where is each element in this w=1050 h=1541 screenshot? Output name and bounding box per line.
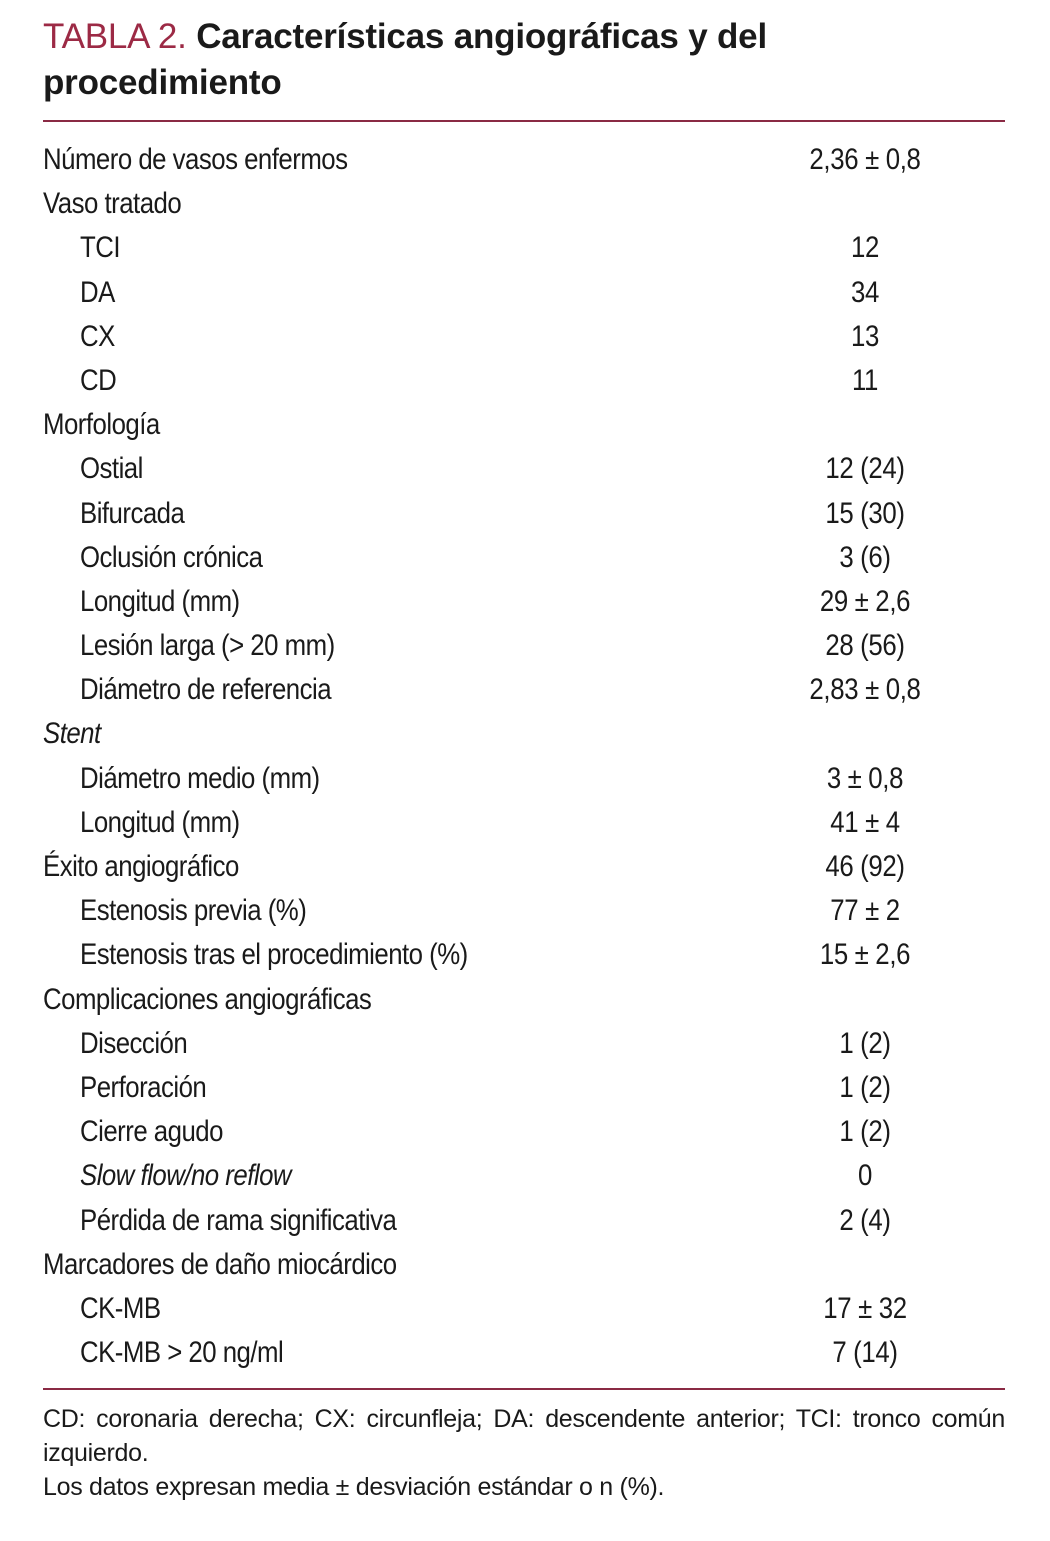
row-label: Pérdida de rama significativa [80, 1203, 397, 1237]
table-row [43, 359, 1005, 403]
table-row [43, 845, 1005, 889]
row-value: 28 (56) [825, 629, 905, 663]
table-caption: Características angiográficas y del procedimiento [43, 17, 767, 102]
row-value: 1 (2) [839, 1026, 891, 1060]
row-label: Diámetro medio (mm) [80, 761, 320, 795]
top-rule [43, 120, 1005, 122]
row-label: Stent [43, 717, 101, 751]
table-row [43, 1154, 1005, 1198]
row-value: 2,83 ± 0,8 [809, 673, 921, 707]
row-value: 1 (2) [839, 1070, 891, 1104]
table-row [43, 889, 1005, 933]
bottom-rule [43, 1388, 1005, 1390]
table-row [43, 1066, 1005, 1110]
row-value: 46 (92) [825, 850, 905, 883]
row-value: 77 ± 2 [830, 894, 900, 928]
row-value: 13 [850, 319, 880, 353]
table-row [43, 978, 1005, 1022]
row-label: Estenosis previa (%) [80, 894, 307, 928]
table-row [43, 801, 1005, 845]
row-value: 15 ± 2,6 [819, 938, 911, 972]
row-label: Diámetro de referencia [80, 673, 332, 707]
row-value: 2 (4) [839, 1203, 891, 1237]
row-value: 1 (2) [839, 1115, 891, 1149]
table-row [43, 536, 1005, 580]
row-label: Longitud (mm) [80, 805, 240, 839]
table-row [43, 182, 1005, 226]
table-row [43, 1110, 1005, 1154]
data-table [43, 138, 1005, 1375]
row-label: Marcadores de daño miocárdico [43, 1247, 397, 1281]
row-value: 11 [851, 363, 879, 397]
table-row [43, 447, 1005, 491]
row-label: Cierre agudo [80, 1115, 223, 1149]
row-label: TCI [80, 231, 121, 265]
table-row [43, 757, 1005, 801]
row-label: Oclusión crónica [80, 540, 263, 574]
table-row [43, 668, 1005, 712]
row-value: 3 ± 0,8 [826, 761, 904, 795]
row-label: DA [80, 275, 115, 309]
row-value: 12 [850, 231, 880, 265]
row-value: 17 ± 32 [823, 1291, 907, 1325]
table-row [43, 315, 1005, 359]
footnote-abbreviations: CD: coronaria derecha; CX: circunfleja; DA: descendente anterior; TCI: tronco común izquierdo. [43, 1405, 1005, 1467]
footnote-note: Los datos expresan media ± desviación estándar o n (%). [43, 1473, 665, 1501]
table-row [43, 403, 1005, 447]
table-row [43, 226, 1005, 270]
table-row [43, 1331, 1005, 1375]
row-label: CX [80, 319, 115, 353]
table-row [43, 933, 1005, 977]
row-value: 3 (6) [839, 540, 891, 574]
row-label: Vaso tratado [43, 187, 182, 221]
row-value: 2,36 ± 0,8 [809, 143, 921, 176]
table-row [43, 1287, 1005, 1331]
table-row [43, 712, 1005, 756]
row-label: Estenosis tras el procedimiento (%) [80, 938, 468, 972]
table-row [43, 1243, 1005, 1287]
row-label: CD [80, 363, 117, 397]
row-label: Disección [80, 1026, 188, 1060]
row-label: Perforación [80, 1070, 207, 1104]
row-label: CK-MB > 20 ng/ml [80, 1336, 284, 1370]
table-row [43, 271, 1005, 315]
row-value: 34 [850, 275, 880, 309]
row-value: 29 ± 2,6 [819, 584, 911, 618]
row-label: Complicaciones angiográficas [43, 982, 372, 1016]
row-label: Morfología [43, 408, 160, 442]
row-value: 0 [857, 1159, 873, 1193]
table-number: TABLA 2. [43, 17, 187, 56]
row-label: Número de vasos enfermos [43, 143, 348, 176]
row-label: Bifurcada [80, 496, 185, 530]
row-label: Longitud (mm) [80, 584, 240, 618]
table-row [43, 624, 1005, 668]
row-value: 12 (24) [825, 452, 905, 486]
table-title [43, 14, 1003, 106]
table-footnote [43, 1402, 1005, 1504]
row-value: 15 (30) [825, 496, 905, 530]
row-label: Lesión larga (> 20 mm) [80, 629, 335, 663]
table-row [43, 1199, 1005, 1243]
row-value: 7 (14) [832, 1336, 898, 1370]
row-label: Éxito angiográfico [43, 850, 239, 883]
table-row [43, 580, 1005, 624]
table-row [43, 1022, 1005, 1066]
table-row [43, 138, 1005, 182]
table-row [43, 492, 1005, 536]
row-value: 41 ± 4 [830, 805, 900, 839]
row-label: CK-MB [80, 1291, 161, 1325]
row-label: Ostial [80, 452, 143, 486]
row-label: Slow flow/no reflow [80, 1159, 292, 1193]
